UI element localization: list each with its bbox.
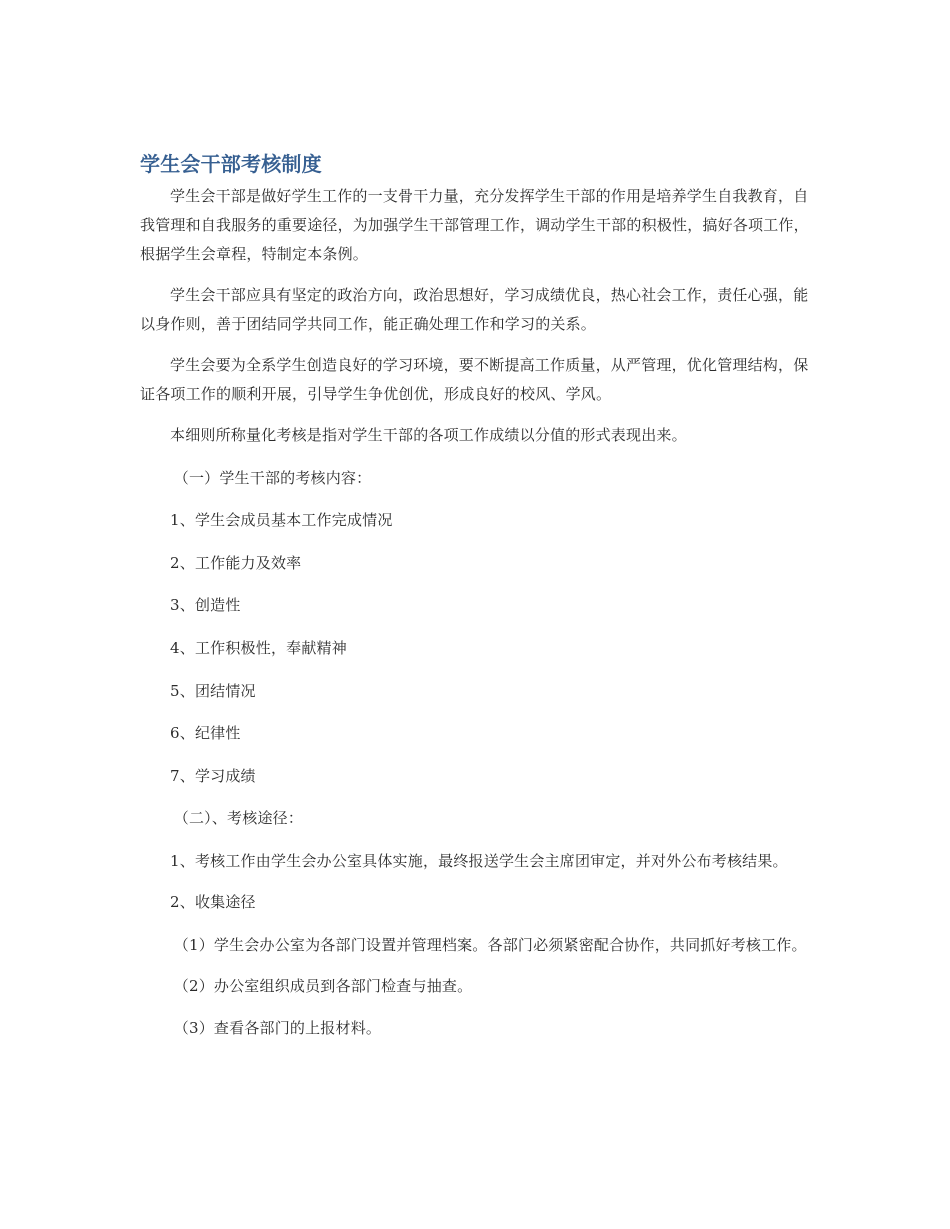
environment-paragraph: 学生会要为全系学生创造良好的学习环境，要不断提高工作质量，从严管理，优化管理结构，保证各项工作的顺利开展，引导学生争优创优，形成良好的校风、学风。 (140, 356, 809, 403)
sub-list-item: （1）学生会办公室为各部门设置并管理档案。各部门必须紧密配合协作，共同抓好考核工作。 (173, 935, 807, 954)
list-item: 2、收集途径 (170, 892, 256, 911)
list-item: 6、纪律性 (170, 724, 241, 743)
section-heading-assessment-method: （二）、考核途径： (173, 809, 304, 828)
list-item: 7、学习成绩 (170, 766, 256, 785)
section-heading-assessment-content: （一）学生干部的考核内容： (173, 468, 372, 487)
list-item: 3、创造性 (170, 596, 241, 615)
list-item: 1、学生会成员基本工作完成情况 (170, 511, 393, 530)
document-title: 学生会干部考核制度 (140, 152, 322, 176)
requirements-paragraph: 学生会干部应具有坚定的政治方向，政治思想好，学习成绩优良，热心社会工作，责任心强，能以身作则，善于团结同学共同工作，能正确处理工作和学习的关系。 (140, 286, 809, 333)
intro-paragraph: 学生会干部是做好学生工作的一支骨干力量，充分发挥学生干部的作用是培养学生自我教育，自我管理和自我服务的重要途径，为加强学生干部管理工作，调动学生干部的积极性，搞好各项工作，根据学生会章程，特制定本条例。 (140, 187, 809, 263)
list-item: 4、工作积极性，奉献精神 (170, 638, 347, 657)
sub-list-item: （2）办公室组织成员到各部门检查与抽查。 (173, 976, 473, 995)
list-item: 2、工作能力及效率 (170, 553, 302, 572)
document-body (140, 150, 812, 1057)
sub-list-item: （3）查看各部门的上报材料。 (173, 1019, 382, 1038)
list-item: 1、考核工作由学生会办公室具体实施，最终报送学生会主席团审定，并对外公布考核结果。 (170, 851, 788, 870)
list-item: 5、团结情况 (170, 681, 256, 700)
definition-paragraph: 本细则所称量化考核是指对学生干部的各项工作成绩以分值的形式表现出来。 (170, 426, 687, 444)
